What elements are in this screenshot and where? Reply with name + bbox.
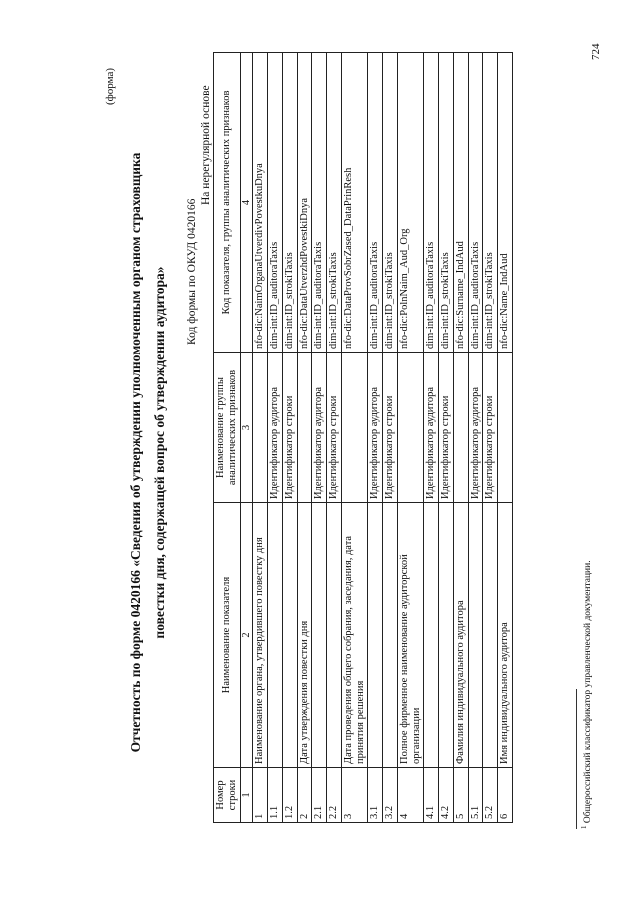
cell-row-number: 4 (397, 768, 424, 823)
table-row (439, 53, 454, 823)
cell-row-number: 1.2 (282, 768, 297, 823)
cell-indicator-code: dim-int:ID_strokiTaxis (383, 53, 398, 353)
table-row (341, 53, 368, 823)
cell-indicator-code: nfo-dic:DataProvSobrZased_DataPrinResh (341, 53, 368, 353)
cell-row-number: 2.1 (312, 768, 327, 823)
cell-group-name (253, 353, 268, 503)
cell-indicator-name (312, 503, 327, 768)
cell-indicator-name: Дата проведения общего собрания, заседания, дата принятия решения (341, 503, 368, 768)
cell-indicator-name (268, 503, 283, 768)
indicator-table (213, 52, 513, 823)
header-indicator-code: Код показателя, группы аналитических признаков (214, 53, 241, 353)
page-number: 724 (590, 43, 602, 60)
cell-indicator-name: Наименование органа, утвердившего повестку дня (253, 503, 268, 768)
cell-row-number: 5.1 (468, 768, 483, 823)
cell-indicator-name (424, 503, 439, 768)
cell-row-number: 6 (498, 768, 513, 823)
cell-group-name (397, 353, 424, 503)
cell-indicator-code: dim-int:ID_strokiTaxis (327, 53, 342, 353)
header-group-name: Наименование группы аналитических признаков (214, 353, 241, 503)
table-row (312, 53, 327, 823)
okud-form-code: Код формы по ОКУД 0420166 (186, 198, 198, 345)
table-row (424, 53, 439, 823)
cell-group-name: Идентификатор аудитора (368, 353, 383, 503)
cell-indicator-name (383, 503, 398, 768)
table-row (297, 53, 312, 823)
table-row (498, 53, 513, 823)
document-title-line-2: повестки дня, содержащей вопрос об утверждении аудитора» (152, 266, 167, 639)
cell-group-name: Идентификатор строки (383, 353, 398, 503)
document-title-line-1: Отчетность по форме 0420166 «Сведения об утверждении уполномоченным органом страховщика (128, 152, 143, 753)
cell-indicator-code: dim-int:ID_auditoraTaxis (268, 53, 283, 353)
table-row (268, 53, 283, 823)
reporting-basis: На нерегулярной основе (200, 85, 212, 205)
cell-group-name: Идентификатор аудитора (268, 353, 283, 503)
column-number: 1 (240, 768, 253, 823)
cell-indicator-code: dim-int:ID_auditoraTaxis (312, 53, 327, 353)
table-row (468, 53, 483, 823)
cell-group-name: Идентификатор аудитора (312, 353, 327, 503)
cell-indicator-code: dim-int:ID_auditoraTaxis (468, 53, 483, 353)
table-row (282, 53, 297, 823)
cell-indicator-name (483, 503, 498, 768)
cell-group-name (341, 353, 368, 503)
cell-row-number: 2 (297, 768, 312, 823)
indicator-table-body (253, 53, 513, 823)
cell-row-number: 4.1 (424, 768, 439, 823)
cell-row-number: 1.1 (268, 768, 283, 823)
cell-indicator-name (327, 503, 342, 768)
cell-indicator-code: dim-int:ID_strokiTaxis (439, 53, 454, 353)
cell-row-number: 3 (341, 768, 368, 823)
cell-indicator-name: Фамилия индивидуального аудитора (453, 503, 468, 768)
cell-group-name (498, 353, 513, 503)
table-row (453, 53, 468, 823)
footnote-mark: 1 (580, 825, 588, 829)
table-row (368, 53, 383, 823)
cell-group-name: Идентификатор строки (282, 353, 297, 503)
cell-indicator-code: nfo-dic:Surname_IndAud (453, 53, 468, 353)
cell-indicator-code: nfo-dic:NaimOrganaUtverdivPovestkuDnya (253, 53, 268, 353)
table-row (483, 53, 498, 823)
cell-group-name (297, 353, 312, 503)
cell-group-name: Идентификатор строки (327, 353, 342, 503)
footnote-text: Общероссийский классификатор управленческой документации. (583, 560, 594, 824)
cell-indicator-name (282, 503, 297, 768)
cell-indicator-code: dim-int:ID_strokiTaxis (282, 53, 297, 353)
column-number: 4 (240, 53, 253, 353)
cell-group-name: Идентификатор аудитора (468, 353, 483, 503)
table-row (253, 53, 268, 823)
table-row (327, 53, 342, 823)
table-row (383, 53, 398, 823)
header-row-number: Номер строки (214, 768, 241, 823)
cell-row-number: 5.2 (483, 768, 498, 823)
cell-group-name: Идентификатор строки (439, 353, 454, 503)
column-number-row (240, 53, 253, 823)
cell-row-number: 1 (253, 768, 268, 823)
cell-indicator-code: nfo-dic:PolnNaim_Aud_Org (397, 53, 424, 353)
cell-row-number: 3.2 (383, 768, 398, 823)
form-label: (форма) (104, 67, 116, 105)
cell-row-number: 2.2 (327, 768, 342, 823)
footnote (580, 560, 593, 829)
cell-indicator-name (468, 503, 483, 768)
cell-indicator-code: nfo-dic:Name_IndAud (498, 53, 513, 353)
cell-indicator-code: nfo-dic:DataUtverzhdPovestkiDnya (297, 53, 312, 353)
table-row (397, 53, 424, 823)
cell-indicator-name: Дата утверждения повестки дня (297, 503, 312, 768)
cell-group-name: Идентификатор аудитора (424, 353, 439, 503)
cell-indicator-name (439, 503, 454, 768)
table-header-row (214, 53, 241, 823)
cell-group-name: Идентификатор строки (483, 353, 498, 503)
cell-indicator-name: Полное фирменное наименование аудиторской организации (397, 503, 424, 768)
cell-row-number: 3.1 (368, 768, 383, 823)
cell-indicator-code: dim-int:ID_auditoraTaxis (424, 53, 439, 353)
cell-row-number: 4.2 (439, 768, 454, 823)
cell-row-number: 5 (453, 768, 468, 823)
column-number: 3 (240, 353, 253, 503)
cell-indicator-code: dim-int:ID_strokiTaxis (483, 53, 498, 353)
footnote-divider (576, 689, 577, 829)
cell-indicator-code: dim-int:ID_auditoraTaxis (368, 53, 383, 353)
cell-indicator-name: Имя индивидуального аудитора (498, 503, 513, 768)
header-indicator-name: Наименование показателя (214, 503, 241, 768)
cell-indicator-name (368, 503, 383, 768)
cell-group-name (453, 353, 468, 503)
column-number: 2 (240, 503, 253, 768)
